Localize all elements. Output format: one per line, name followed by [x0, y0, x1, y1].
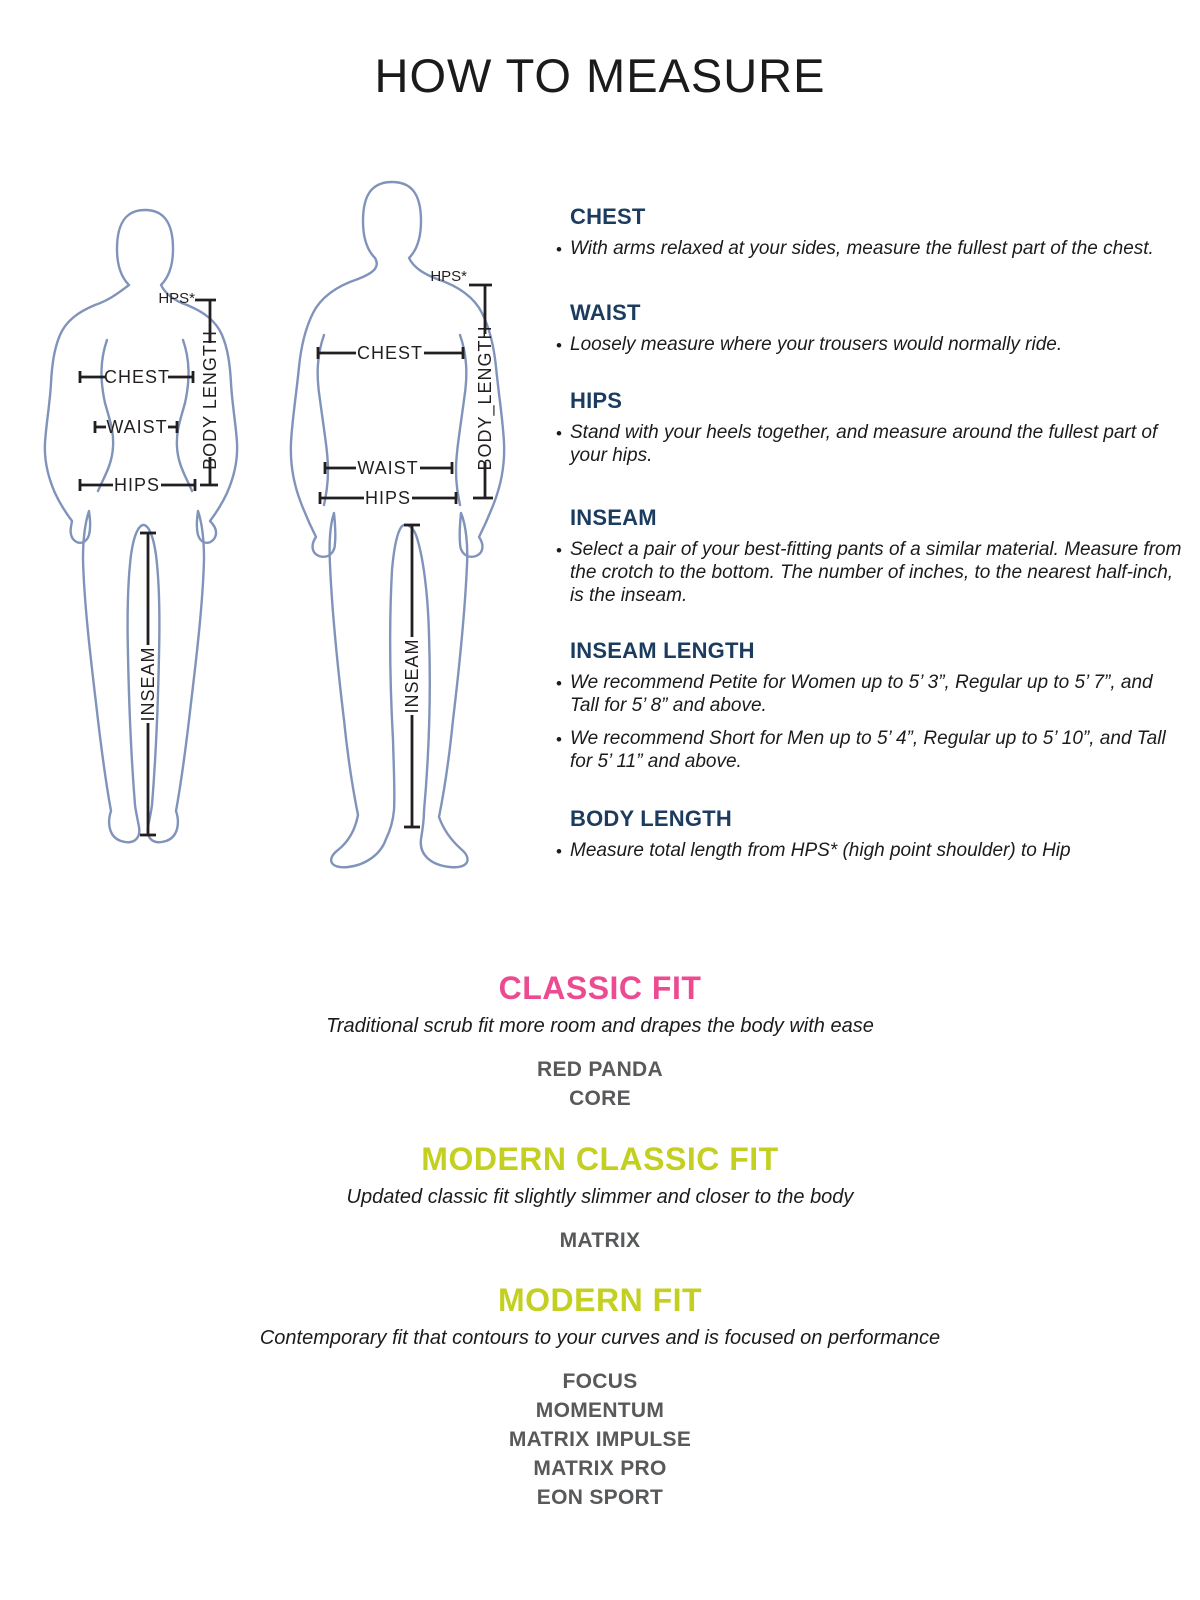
section-chest	[556, 204, 1184, 260]
product-focus: FOCUS	[562, 1370, 638, 1393]
female-inseam-label: INSEAM	[138, 646, 158, 722]
male-body-length-label: BODY_LENGTH	[475, 325, 495, 471]
modern-classic-fit-title: MODERN CLASSIC FIT	[421, 1141, 779, 1177]
modern-classic-fit-products	[0, 1226, 1200, 1255]
modern-fit-title: MODERN FIT	[497, 1282, 703, 1318]
male-waist-label: WAIST	[357, 458, 419, 478]
product-momentum: MOMENTUM	[535, 1399, 665, 1422]
product-matrix: MATRIX	[559, 1229, 641, 1252]
modern-classic-fit-description: Updated classic fit slightly slimmer and closer to the body	[346, 1186, 854, 1208]
measurement-diagram	[20, 155, 540, 895]
male-measurements	[318, 268, 496, 827]
section-hips	[556, 388, 1184, 467]
section-waist	[556, 300, 1184, 356]
chest-bullet: • With arms relaxed at your sides, measure the fullest part of the chest.	[556, 237, 1184, 260]
hips-bullet: • Stand with your heels together, and measure around the fullest part of your hips.	[556, 421, 1184, 467]
inseam-length-bullet-men: • We recommend Short for Men up to 5’ 4”, Regular up to 5’ 10”, and Tall for 5’ 11” and above.	[556, 727, 1184, 773]
female-chest-label: CHEST	[103, 367, 171, 387]
product-eon-sport: EON SPORT	[536, 1486, 664, 1509]
modern-fit-products	[0, 1367, 1200, 1512]
male-inseam-label: INSEAM	[402, 638, 422, 714]
female-hps-label: HPS*	[158, 290, 195, 307]
modern-fit-description: Contemporary fit that contours to your curves and is focused on performance	[259, 1327, 941, 1349]
product-matrix-impulse: MATRIX IMPULSE	[508, 1428, 692, 1451]
female-waist-label: WAIST	[106, 417, 168, 437]
female-body-length-label: BODY LENGTH	[200, 330, 220, 470]
inseam-length-heading: INSEAM LENGTH	[570, 638, 755, 663]
female-hips-label: HIPS	[113, 475, 161, 495]
section-body-length	[556, 806, 1184, 862]
product-red-panda: RED PANDA	[537, 1058, 663, 1081]
female-figure-outline	[45, 210, 237, 842]
classic-fit-description: Traditional scrub fit more room and drapes the body with ease	[326, 1015, 874, 1037]
section-inseam	[556, 505, 1184, 607]
body-length-bullet: • Measure total length from HPS* (high point shoulder) to Hip	[556, 839, 1184, 862]
body-length-heading: BODY LENGTH	[570, 806, 732, 831]
male-chest-label: CHEST	[356, 343, 424, 363]
section-modern-classic-fit	[0, 1141, 1200, 1255]
waist-heading: WAIST	[570, 300, 641, 325]
inseam-length-bullet-women: • We recommend Petite for Women up to 5’ 3”, Regular up to 5’ 7”, and Tall for 5’ 8” and above.	[556, 671, 1184, 717]
section-classic-fit	[0, 970, 1200, 1113]
page-title: HOW TO MEASURE	[374, 49, 826, 102]
inseam-heading: INSEAM	[570, 505, 657, 530]
classic-fit-products	[0, 1055, 1200, 1113]
waist-bullet: • Loosely measure where your trousers would normally ride.	[556, 333, 1184, 356]
male-hps-label: HPS*	[430, 268, 467, 285]
section-inseam-length	[556, 638, 1184, 773]
section-modern-fit	[0, 1282, 1200, 1512]
product-core: CORE	[569, 1087, 631, 1110]
hips-heading: HIPS	[570, 388, 623, 413]
classic-fit-title: CLASSIC FIT	[498, 970, 702, 1006]
inseam-bullet: • Select a pair of your best-fitting pants of a similar material. Measure from the crotch to the bottom. The number of inches, to the nearest half-inch, is the inseam.	[556, 538, 1184, 607]
male-hips-label: HIPS	[364, 488, 412, 508]
chest-heading: CHEST	[570, 204, 646, 229]
product-matrix-pro: MATRIX PRO	[533, 1457, 667, 1480]
